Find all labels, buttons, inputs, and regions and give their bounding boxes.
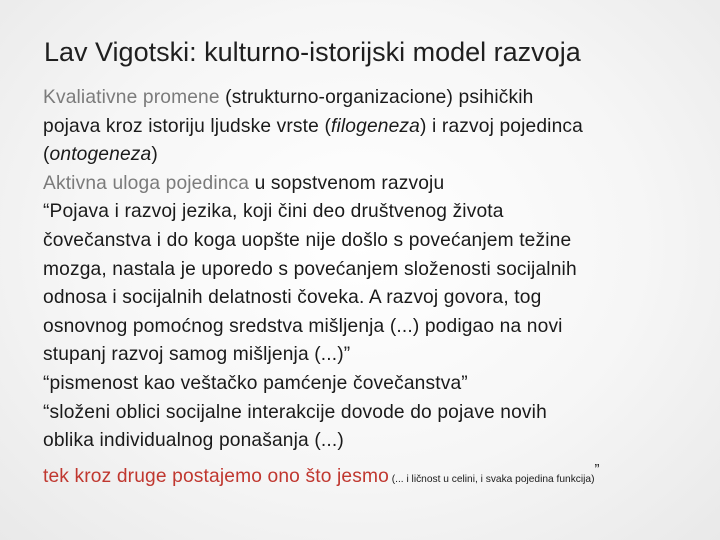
body-line-4: [43, 170, 703, 199]
body-line-3: [43, 141, 703, 170]
quote-language-line-4: odnosa i socijalnih delatnosti čoveka. A razvoj govora, tog: [43, 287, 542, 309]
highlight-through-others: tek kroz druge postajemo ono što jesmo: [43, 465, 389, 487]
quote-interaction-line-2: oblika individualnog ponašanja (...): [43, 430, 344, 452]
body-last-line: [43, 456, 703, 485]
highlight-active-role: Aktivna uloga pojedinca: [43, 172, 250, 194]
line-4-rest: u sopstvenom razvoju: [249, 172, 445, 194]
quote-language-line-1: “Pojava i razvoj jezika, koji čini deo društvenog života: [43, 201, 504, 223]
quote-language-line-5: osnovnog pomoćnog sredstva mišljenja (...) podigao na novi: [43, 315, 563, 337]
small-note: (... i ličnost u celini, i svaka pojedina funkcija): [388, 473, 595, 485]
line-1-rest: (strukturno-organizacione) psihičkih: [219, 87, 534, 108]
line-3-b: ): [151, 144, 158, 166]
term-phylogenesis: filogeneza: [331, 115, 420, 137]
quote-literacy: “pismenost kao veštačko pamćenje čovečanstva”: [43, 372, 468, 394]
highlight-qualitative-changes: Kvaliativne promene: [43, 87, 220, 108]
term-ontogenesis: ontogeneza: [49, 144, 152, 166]
quote-language-line-2: čovečanstva i do koga uopšte nije došlo s povećanjem težine: [43, 229, 572, 251]
closing-quote-mark: ”: [594, 460, 600, 478]
line-2-b: ) i razvoj pojedinca: [419, 115, 583, 137]
line-2-a: pojava kroz istoriju ljudske vrste (: [43, 115, 331, 137]
body-line-1: [43, 84, 703, 113]
body-line-2: [43, 113, 703, 142]
quote-interaction-line-1: “složeni oblici socijalne interakcije dovode do pojave novih: [43, 401, 547, 423]
slide-body: [43, 84, 703, 487]
quote-language-line-3: mozga, nastala je uporedo s povećanjem složenosti socijalnih: [43, 258, 577, 280]
slide-title: Lav Vigotski: kulturno-istorijski model razvoja: [44, 37, 581, 67]
line-3-a: (: [43, 144, 50, 166]
quote-language-line-6: stupanj razvoj samog mišljenja (...)”: [43, 344, 351, 366]
